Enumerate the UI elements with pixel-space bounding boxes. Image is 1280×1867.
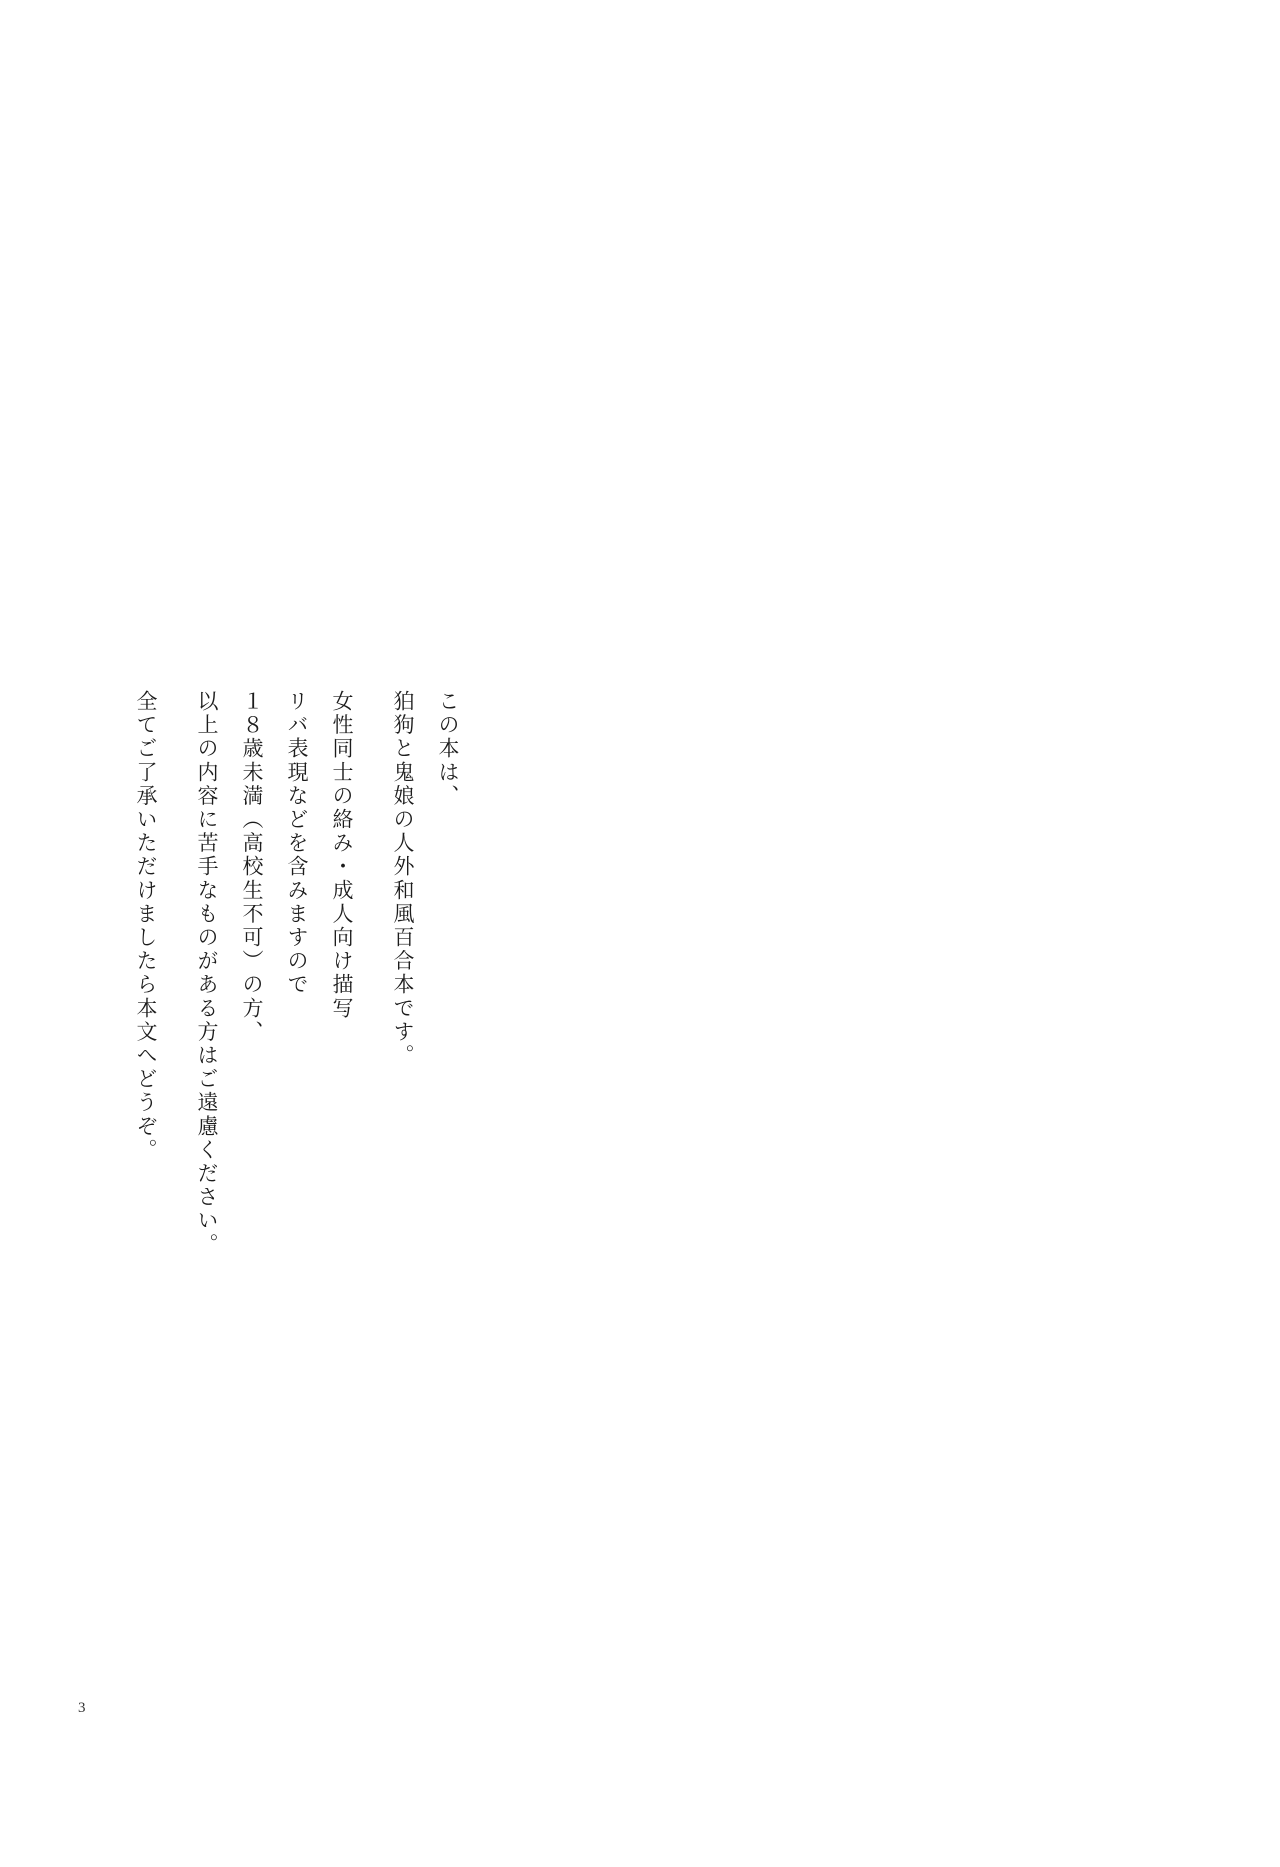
notice-line-3: 女性同士の絡み・成人向け描写 bbox=[330, 690, 354, 1021]
notice-text-block bbox=[134, 690, 470, 1310]
notice-line-5: １８歳未満（高校生不可）の方、 bbox=[240, 690, 264, 1044]
notice-line-2: 狛狗と鬼娘の人外和風百合本です。 bbox=[391, 690, 415, 1068]
notice-line-1: この本は、 bbox=[436, 690, 460, 808]
page-number: 3 bbox=[78, 1700, 86, 1716]
notice-line-7: 全てご了承いただけましたら本文へどうぞ。 bbox=[134, 690, 158, 1162]
notice-line-4: リバ表現などを含みますので bbox=[285, 690, 309, 997]
notice-line-6: 以上の内容に苦手なものがある方はご遠慮ください。 bbox=[195, 690, 219, 1257]
